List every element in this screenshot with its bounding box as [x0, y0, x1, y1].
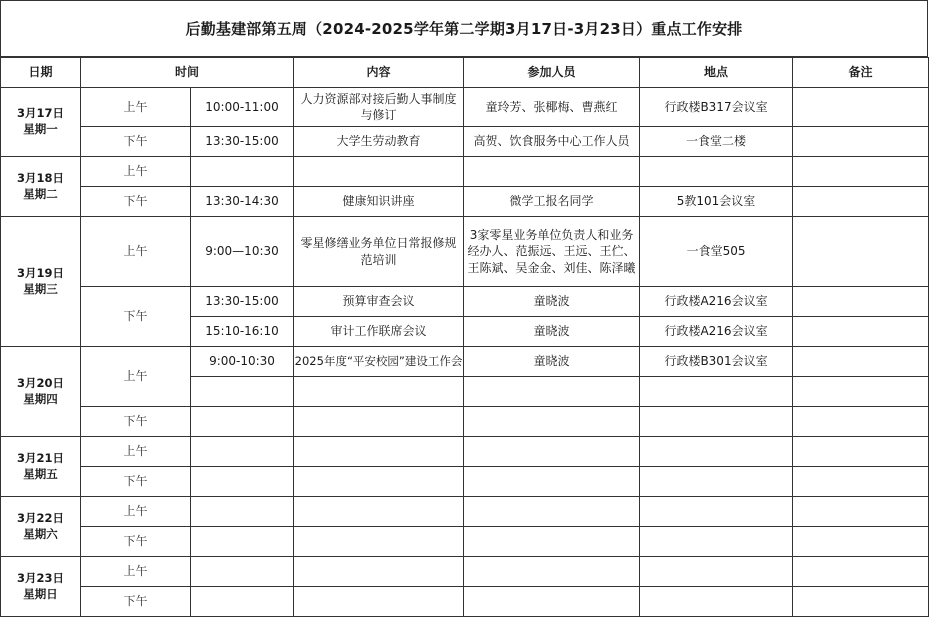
event-content: 大学生劳动教育 — [294, 127, 464, 157]
period-pm: 下午 — [81, 467, 191, 497]
empty-cell — [294, 407, 464, 437]
event-location: 5教101会议室 — [640, 187, 793, 217]
empty-cell — [464, 377, 640, 407]
day-weekday: 星期四 — [23, 391, 58, 406]
empty-cell — [464, 587, 640, 617]
period-am: 上午 — [81, 217, 191, 287]
event-time: 9:00-10:30 — [191, 347, 294, 377]
table-row — [1, 557, 929, 587]
event-location: 行政楼B317会议室 — [640, 88, 793, 127]
event-content: 人力资源部对接后勤人事制度与修订 — [294, 88, 464, 127]
empty-cell — [191, 587, 294, 617]
event-location: 行政楼B301会议室 — [640, 347, 793, 377]
empty-cell — [294, 527, 464, 557]
event-content: 2025年度“平安校园”建设工作会 — [294, 347, 464, 377]
page-title: 后勤基建部第五周（2024-2025学年第二学期3月17日-3月23日）重点工作安排 — [0, 0, 928, 57]
day-weekday: 星期六 — [23, 526, 58, 541]
period-am: 上午 — [81, 347, 191, 407]
header-location: 地点 — [640, 58, 793, 88]
empty-cell — [793, 157, 929, 187]
event-time: 10:00-11:00 — [191, 88, 294, 127]
period-am: 上午 — [81, 557, 191, 587]
empty-cell — [640, 157, 793, 187]
event-participants: 3家零星业务单位负责人和业务经办人、范振远、王远、王伫、王陈斌、吴金金、刘佳、陈泽曦 — [464, 217, 640, 287]
day-cell — [1, 557, 81, 617]
empty-cell — [191, 437, 294, 467]
empty-cell — [294, 497, 464, 527]
event-participants: 童晓波 — [464, 317, 640, 347]
header-time: 时间 — [81, 58, 294, 88]
empty-cell — [793, 407, 929, 437]
empty-cell — [640, 437, 793, 467]
empty-cell — [793, 497, 929, 527]
event-time: 15:10-16:10 — [191, 317, 294, 347]
header-row — [1, 58, 929, 88]
day-date: 3月21日 — [16, 450, 64, 465]
period-am: 上午 — [81, 437, 191, 467]
period-pm: 下午 — [81, 187, 191, 217]
empty-cell — [640, 467, 793, 497]
empty-cell — [464, 407, 640, 437]
table-row — [1, 127, 929, 157]
empty-cell — [191, 407, 294, 437]
event-notes — [793, 127, 929, 157]
empty-cell — [464, 437, 640, 467]
empty-cell — [464, 157, 640, 187]
period-am: 上午 — [81, 88, 191, 127]
empty-cell — [464, 557, 640, 587]
empty-cell — [793, 467, 929, 497]
empty-cell — [191, 467, 294, 497]
period-pm: 下午 — [81, 407, 191, 437]
period-am: 上午 — [81, 157, 191, 187]
table-row — [1, 437, 929, 467]
table-row — [1, 157, 929, 187]
schedule-table — [0, 57, 929, 617]
day-cell — [1, 437, 81, 497]
day-date: 3月20日 — [16, 375, 64, 390]
empty-cell — [191, 157, 294, 187]
empty-cell — [294, 157, 464, 187]
period-am: 上午 — [81, 497, 191, 527]
table-row — [1, 587, 929, 617]
empty-cell — [464, 527, 640, 557]
empty-cell — [464, 497, 640, 527]
event-time: 13:30-15:00 — [191, 127, 294, 157]
event-participants: 童晓波 — [464, 347, 640, 377]
period-pm: 下午 — [81, 127, 191, 157]
day-cell — [1, 497, 81, 557]
day-weekday: 星期一 — [23, 122, 58, 136]
empty-cell — [191, 497, 294, 527]
day-date: 3月19日 — [16, 265, 64, 280]
header-participants: 参加人员 — [464, 58, 640, 88]
empty-cell — [191, 377, 294, 407]
day-cell — [1, 347, 81, 437]
event-notes — [793, 217, 929, 287]
empty-cell — [640, 587, 793, 617]
empty-cell — [793, 527, 929, 557]
header-content: 内容 — [294, 58, 464, 88]
event-notes — [793, 88, 929, 127]
header-notes: 备注 — [793, 58, 929, 88]
event-location: 行政楼A216会议室 — [640, 287, 793, 317]
table-row — [1, 187, 929, 217]
table-row — [1, 217, 929, 287]
header-date: 日期 — [1, 58, 81, 88]
empty-cell — [191, 527, 294, 557]
day-weekday: 星期二 — [23, 186, 58, 201]
table-row — [1, 467, 929, 497]
event-notes — [793, 187, 929, 217]
table-row — [1, 497, 929, 527]
empty-cell — [640, 497, 793, 527]
event-notes — [793, 347, 929, 377]
empty-cell — [793, 557, 929, 587]
period-pm: 下午 — [81, 587, 191, 617]
empty-cell — [294, 467, 464, 497]
event-content: 零星修缮业务单位日常报修规范培训 — [294, 217, 464, 287]
event-content: 审计工作联席会议 — [294, 317, 464, 347]
empty-cell — [640, 407, 793, 437]
empty-cell — [464, 467, 640, 497]
table-row — [1, 88, 929, 127]
period-pm: 下午 — [81, 527, 191, 557]
day-cell — [1, 157, 81, 217]
event-content: 健康知识讲座 — [294, 187, 464, 217]
event-content: 预算审查会议 — [294, 287, 464, 317]
empty-cell — [294, 587, 464, 617]
day-cell — [1, 217, 81, 347]
event-participants: 童玲芳、张椰梅、曹燕红 — [464, 88, 640, 127]
event-participants: 高贺、饮食服务中心工作人员 — [464, 127, 640, 157]
day-cell — [1, 88, 81, 157]
day-date: 3月23日 — [16, 570, 64, 585]
empty-cell — [793, 437, 929, 467]
empty-cell — [294, 557, 464, 587]
event-location: 行政楼A216会议室 — [640, 317, 793, 347]
empty-cell — [640, 377, 793, 407]
table-row — [1, 287, 929, 317]
table-row — [1, 407, 929, 437]
empty-cell — [793, 377, 929, 407]
day-weekday: 星期五 — [23, 466, 58, 481]
event-notes — [793, 287, 929, 317]
event-notes — [793, 317, 929, 347]
day-date: 3月17日 — [16, 106, 64, 121]
day-weekday: 星期三 — [23, 281, 58, 296]
event-time: 13:30-15:00 — [191, 287, 294, 317]
table-row — [1, 347, 929, 377]
empty-cell — [294, 377, 464, 407]
empty-cell — [640, 527, 793, 557]
event-time: 13:30-14:30 — [191, 187, 294, 217]
day-date: 3月22日 — [16, 510, 64, 525]
period-pm: 下午 — [81, 287, 191, 347]
event-participants: 童晓波 — [464, 287, 640, 317]
day-date: 3月18日 — [16, 170, 64, 185]
empty-cell — [793, 587, 929, 617]
event-participants: 微学工报名同学 — [464, 187, 640, 217]
empty-cell — [640, 557, 793, 587]
table-row — [1, 527, 929, 557]
event-time: 9:00—10:30 — [191, 217, 294, 287]
day-weekday: 星期日 — [23, 586, 58, 601]
event-location: 一食堂二楼 — [640, 127, 793, 157]
empty-cell — [191, 557, 294, 587]
event-location: 一食堂505 — [640, 217, 793, 287]
empty-cell — [294, 437, 464, 467]
